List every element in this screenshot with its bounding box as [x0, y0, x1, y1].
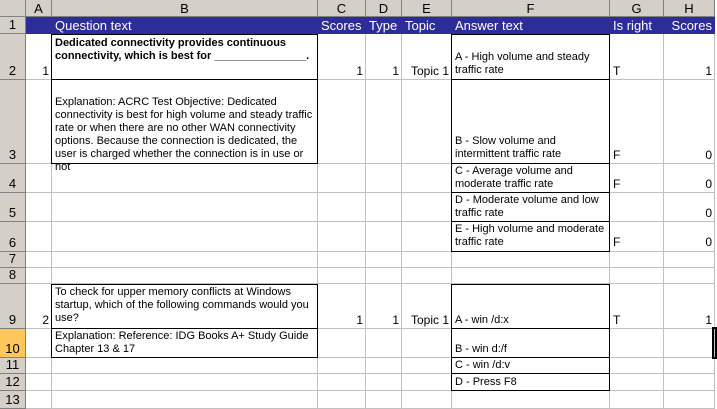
question-number-1[interactable]: 1: [42, 64, 49, 78]
answer-1d-text[interactable]: D - Moderate volume and low traffic rate: [455, 194, 599, 219]
question-2-type[interactable]: 1: [392, 313, 399, 327]
column-header-h[interactable]: H: [664, 0, 715, 17]
header-scores[interactable]: Scores: [321, 18, 362, 33]
column-header-a[interactable]: A: [26, 0, 52, 17]
question-2-text[interactable]: To check for upper memory conflicts at Windows startup, which of the following commands would you use?: [55, 286, 309, 324]
gridline: [26, 267, 715, 268]
answer-2a-score[interactable]: 1: [705, 313, 712, 327]
question-1-type[interactable]: 1: [392, 64, 399, 78]
column-header-b[interactable]: B: [52, 0, 318, 17]
answer-1c-is-right[interactable]: F: [613, 177, 621, 191]
gridline: [26, 221, 715, 222]
answer-1b-is-right[interactable]: F: [613, 148, 621, 162]
question-1-scores[interactable]: 1: [356, 64, 363, 78]
question-1-topic[interactable]: Topic 1: [410, 64, 449, 78]
row-header-7[interactable]: 7: [0, 252, 26, 268]
gridline: [26, 192, 715, 193]
answer-1b-score[interactable]: 0: [705, 148, 712, 162]
question-1-text[interactable]: Dedicated connectivity provides continuous connectivity, which is best for _______________.: [55, 37, 310, 62]
row-header-10[interactable]: 10: [0, 329, 26, 358]
answer-1b-text[interactable]: B - Slow volume and intermittent traffic rate: [455, 135, 562, 160]
question-number-2[interactable]: 2: [42, 313, 49, 327]
column-header-f[interactable]: F: [452, 0, 610, 17]
header-scores-2[interactable]: Scores: [671, 18, 712, 33]
gridline: [26, 390, 715, 391]
column-header-e[interactable]: E: [402, 0, 452, 17]
answer-1c-text[interactable]: C - Average volume and moderate traffic rate: [455, 165, 573, 190]
row-header-11[interactable]: 11: [0, 358, 26, 374]
answer-2c-text[interactable]: C - win /d:v: [455, 359, 511, 371]
gridline: [26, 373, 715, 374]
explanation-2-text[interactable]: Explanation: Reference: IDG Books A+ Study Guide Chapter 13 & 17: [55, 330, 309, 355]
active-cell-selection[interactable]: [712, 327, 717, 359]
row-header-5[interactable]: 5: [0, 193, 26, 222]
answer-1c-score[interactable]: 0: [705, 177, 712, 191]
answer-1e-text[interactable]: E - High volume and moderate traffic rate: [455, 223, 605, 248]
row-header-1[interactable]: 1: [0, 17, 26, 34]
row-header-9[interactable]: 9: [0, 284, 26, 329]
row-header-2[interactable]: 2: [0, 34, 26, 80]
answer-1a-is-right[interactable]: T: [613, 64, 621, 78]
row-header-3[interactable]: 3: [0, 80, 26, 164]
answer-2b-text[interactable]: B - win d:/f: [455, 343, 507, 355]
column-header-c[interactable]: C: [318, 0, 366, 17]
header-question-text[interactable]: Question text: [55, 18, 132, 33]
header-answer-text[interactable]: Answer text: [455, 18, 523, 33]
row-header-4[interactable]: 4: [0, 164, 26, 193]
row-header-12[interactable]: 12: [0, 374, 26, 391]
row-header-6[interactable]: 6: [0, 222, 26, 252]
answer-1e-is-right[interactable]: F: [613, 235, 621, 249]
answer-2a-is-right[interactable]: T: [613, 313, 621, 327]
row-header-8[interactable]: 8: [0, 268, 26, 284]
gridline: [26, 251, 715, 252]
header-is-right[interactable]: Is right: [613, 18, 653, 33]
header-topic[interactable]: Topic: [405, 18, 436, 33]
answer-1e-score[interactable]: 0: [705, 235, 712, 249]
column-header-d[interactable]: D: [366, 0, 402, 17]
answer-1a-score[interactable]: 1: [705, 64, 712, 78]
question-2-topic[interactable]: Topic 1: [410, 313, 449, 327]
explanation-1-text[interactable]: Explanation: ACRC Test Objective: Dedicated connectivity is best for high volume and steady traffic rate or when there are no other WAN connectivity options. Because the connection is dedicated, the user is charged whether the connection is in use or not: [55, 96, 313, 173]
answer-2d-text[interactable]: D - Press F8: [455, 376, 517, 388]
select-all-corner[interactable]: [0, 0, 26, 17]
answer-1d-score[interactable]: 0: [705, 206, 712, 220]
row-header-13[interactable]: 13: [0, 391, 26, 409]
answer-2a-text[interactable]: A - win /d:x: [455, 314, 509, 326]
header-type[interactable]: Type: [369, 18, 398, 33]
answer-1a-text[interactable]: A - High volume and steady traffic rate: [455, 51, 590, 76]
column-header-g[interactable]: G: [610, 0, 664, 17]
question-2-scores[interactable]: 1: [356, 313, 363, 327]
